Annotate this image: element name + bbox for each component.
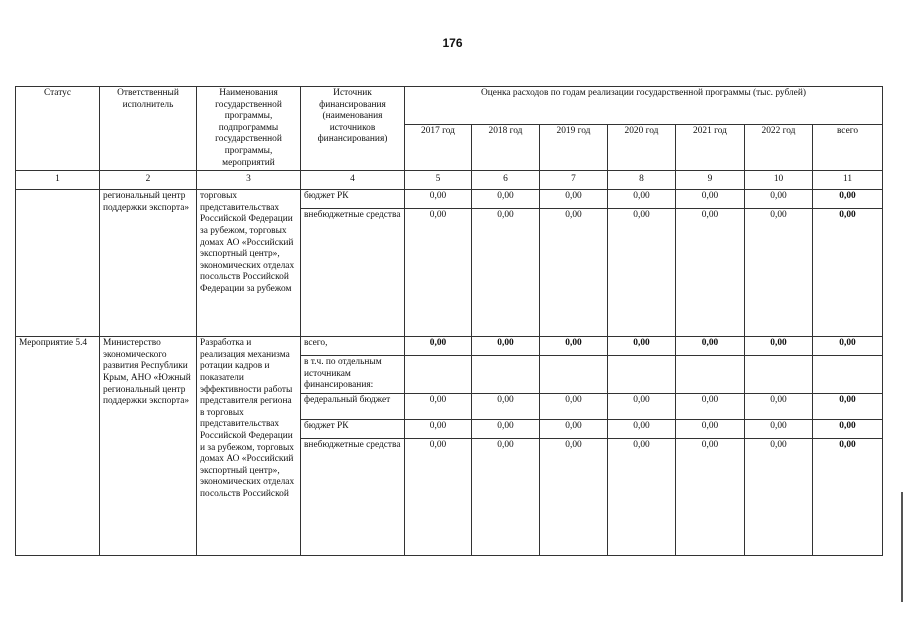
value-cell: 0,00 — [745, 190, 813, 209]
column-numbers-row — [16, 171, 883, 190]
value-cell: 0,00 — [472, 393, 540, 419]
table-row — [16, 190, 883, 209]
value-cell: 0,00 — [405, 209, 472, 337]
column-number: 5 — [405, 171, 472, 190]
value-cell — [745, 356, 813, 394]
value-cell: 0,00 — [540, 393, 608, 419]
value-cell: 0,00 — [540, 209, 608, 337]
year-header: 2022 год — [745, 124, 813, 170]
total-cell: 0,00 — [813, 419, 883, 438]
executor-cell: региональный центр поддержки экспорта» — [100, 190, 197, 337]
value-cell: 0,00 — [608, 438, 676, 555]
year-header: 2021 год — [676, 124, 745, 170]
value-cell — [540, 356, 608, 394]
total-cell: 0,00 — [813, 190, 883, 209]
column-number: 6 — [472, 171, 540, 190]
total-header: всего — [813, 124, 883, 170]
value-cell: 0,00 — [745, 393, 813, 419]
value-cell: 0,00 — [745, 419, 813, 438]
column-number: 1 — [16, 171, 100, 190]
header-source: Источник финансирования (наименования источников финансирования) — [301, 87, 405, 171]
column-number: 7 — [540, 171, 608, 190]
source-cell: бюджет РК — [301, 190, 405, 209]
value-cell: 0,00 — [676, 393, 745, 419]
value-cell: 0,00 — [608, 209, 676, 337]
value-cell: 0,00 — [676, 209, 745, 337]
status-cell: Мероприятие 5.4 — [16, 337, 100, 556]
value-cell: 0,00 — [540, 438, 608, 555]
header-status: Статус — [16, 87, 100, 171]
year-header: 2017 год — [405, 124, 472, 170]
column-number: 9 — [676, 171, 745, 190]
source-cell: федеральный бюджет — [301, 393, 405, 419]
value-cell: 0,00 — [405, 438, 472, 555]
column-number: 2 — [100, 171, 197, 190]
value-cell: 0,00 — [540, 190, 608, 209]
status-cell — [16, 190, 100, 337]
header-row — [16, 87, 883, 125]
value-cell: 0,00 — [540, 337, 608, 356]
column-number: 8 — [608, 171, 676, 190]
value-cell: 0,00 — [745, 438, 813, 555]
source-cell: всего, — [301, 337, 405, 356]
value-cell: 0,00 — [472, 337, 540, 356]
total-cell: 0,00 — [813, 209, 883, 337]
total-cell: 0,00 — [813, 438, 883, 555]
value-cell — [676, 356, 745, 394]
value-cell: 0,00 — [405, 419, 472, 438]
value-cell: 0,00 — [676, 419, 745, 438]
budget-table — [15, 86, 883, 556]
value-cell — [472, 356, 540, 394]
table-row — [16, 337, 883, 356]
value-cell: 0,00 — [405, 393, 472, 419]
value-cell: 0,00 — [608, 419, 676, 438]
scan-edge-mark — [901, 492, 903, 602]
source-cell: в т.ч. по отдельным источникам финансирования: — [301, 356, 405, 394]
page-number: 176 — [442, 36, 463, 50]
year-header: 2019 год — [540, 124, 608, 170]
source-cell: внебюджетные средства — [301, 438, 405, 555]
value-cell — [405, 356, 472, 394]
value-cell: 0,00 — [540, 419, 608, 438]
value-cell: 0,00 — [676, 337, 745, 356]
header-executor: Ответственный исполнитель — [100, 87, 197, 171]
value-cell: 0,00 — [676, 190, 745, 209]
total-cell: 0,00 — [813, 337, 883, 356]
value-cell: 0,00 — [472, 190, 540, 209]
header-program-name: Наименования государственной программы, подпрограммы государственной программы, мероприятий — [197, 87, 301, 171]
program-name-cell: торговых представительствах Российской Федерации за рубежом, торговых домах АО «Российский экспортный центр», экономических отделах посольств Российской Федерации за рубежом — [197, 190, 301, 337]
column-number: 3 — [197, 171, 301, 190]
value-cell: 0,00 — [405, 337, 472, 356]
column-number: 4 — [301, 171, 405, 190]
value-cell: 0,00 — [608, 393, 676, 419]
year-header: 2020 год — [608, 124, 676, 170]
total-cell: 0,00 — [813, 393, 883, 419]
header-estimate: Оценка расходов по годам реализации государственной программы (тыс. рублей) — [405, 87, 883, 125]
value-cell: 0,00 — [608, 337, 676, 356]
source-cell: внебюджетные средства — [301, 209, 405, 337]
executor-cell: Министерство экономического развития Республики Крым, АНО «Южный региональный центр поддержки экспорта» — [100, 337, 197, 556]
column-number: 11 — [813, 171, 883, 190]
program-name-cell: Разработка и реализация механизма ротации кадров и показатели эффективности работы представителя региона в торговых представительствах Российской Федерации и за рубежом, торговых домах АО «Российский экспортный центр», экономических отделах посольств Российской — [197, 337, 301, 556]
value-cell: 0,00 — [745, 337, 813, 356]
value-cell: 0,00 — [676, 438, 745, 555]
value-cell: 0,00 — [745, 209, 813, 337]
value-cell — [608, 356, 676, 394]
source-cell: бюджет РК — [301, 419, 405, 438]
value-cell: 0,00 — [472, 419, 540, 438]
column-number: 10 — [745, 171, 813, 190]
value-cell: 0,00 — [472, 209, 540, 337]
total-cell — [813, 356, 883, 394]
value-cell: 0,00 — [472, 438, 540, 555]
value-cell: 0,00 — [405, 190, 472, 209]
value-cell: 0,00 — [608, 190, 676, 209]
year-header: 2018 год — [472, 124, 540, 170]
